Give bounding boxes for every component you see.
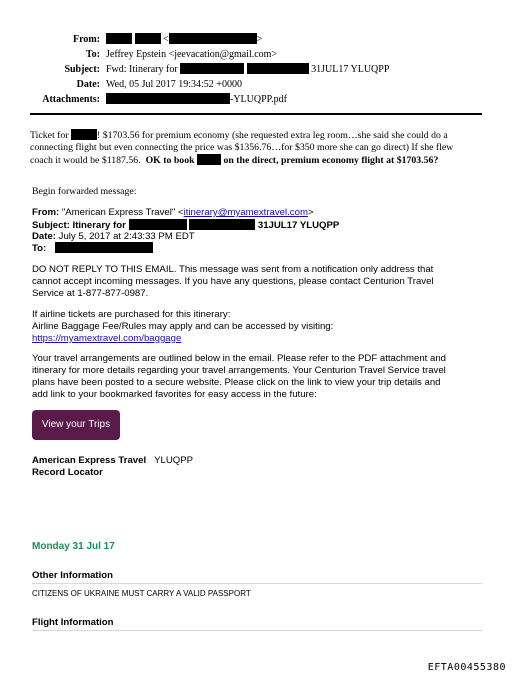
fwd-subject: Subject: Itinerary for 31JUL17 YLUQPP (32, 220, 340, 231)
fwd-date: Date: July 5, 2017 at 2:43:33 PM EDT (32, 231, 195, 242)
note-line-3: coach it would be $1187.56. OK to book on the direct, premium economy flight at $1703.56? (30, 155, 439, 166)
flight-info-heading: Flight Information (32, 617, 114, 628)
fwd-from: From: "American Express Travel" <itinerary@myamextravel.com> (32, 207, 314, 218)
itinerary-date-heading: Monday 31 Jul 17 (32, 541, 115, 552)
note (30, 129, 490, 167)
from-label: From: (72, 34, 100, 45)
to-label: To: (85, 49, 100, 60)
redaction (106, 33, 132, 44)
note-line-1: Ticket for ! $1703.56 for premium economy (she requested extra leg room…she said she could do a (30, 130, 448, 141)
view-trips-button[interactable]: View your Trips (32, 410, 120, 440)
redaction (135, 33, 161, 44)
attachment-filename[interactable]: -YLUQPP.pdf (230, 94, 287, 105)
redaction (106, 93, 230, 104)
subject-value: Fwd: Itinerary for 31JUL17 YLUQPP (106, 64, 390, 75)
section-divider (32, 583, 482, 584)
redaction (71, 129, 97, 140)
section-divider (32, 630, 482, 631)
redaction (197, 154, 221, 165)
redaction (180, 63, 244, 74)
redaction (247, 63, 309, 74)
header-divider (30, 113, 482, 115)
note-line-2: connecting flight but even connecting the price was $1356.76…for $350 more she can go direct) If she flew (30, 142, 454, 153)
subject-label: Subject: (64, 64, 100, 75)
from-value: < > (106, 33, 262, 45)
arrangements-paragraph: Your travel arrangements are outlined below in the email. Please refer to the PDF attachment and itinerary for more details regarding your travel arrangements. Your Centurion Travel Service travel plans have been posted to a secure website. Please click on the link to view your trip details and add link to your bookmarked favorites for easy access in the future: (32, 353, 447, 400)
to-value: Jeffrey Epstein <jeevacation@gmail.com> (106, 49, 278, 60)
baggage-link[interactable]: https://myamextravel.com/baggage (32, 333, 182, 344)
redaction (169, 33, 257, 44)
redaction (55, 242, 153, 253)
attachments-label: Attachments: (42, 94, 100, 105)
attachments-value (106, 93, 287, 105)
redaction (129, 219, 187, 230)
fwd-to: To: (32, 242, 153, 255)
record-locator-code: YLUQPP (154, 455, 194, 466)
other-info-heading: Other Information (32, 570, 114, 581)
date-label: Date: (76, 79, 100, 90)
forward-intro: Begin forwarded message: (32, 186, 137, 197)
baggage-paragraph: If airline tickets are purchased for this itinerary: Airline Baggage Fee/Rules may apply and can be accessed by visiting: https://myamextravel.com/baggage (32, 309, 334, 344)
record-locator: American Express Travel YLUQPP Record Locator (32, 455, 194, 478)
other-info-text: CITIZENS OF UKRAINE MUST CARRY A VALID PASSPORT (32, 589, 251, 598)
redaction (189, 219, 255, 230)
notice-paragraph: DO NOT REPLY TO THIS EMAIL. This message was sent from a notification only address that cannot accept incoming messages. If you have any questions, please contact Centurion Travel Service at 1-877-877-0987. (32, 264, 434, 299)
sender-email-link[interactable]: itinerary@myamextravel.com (183, 207, 308, 218)
date-value: Wed, 05 Jul 2017 19:34:52 +0000 (106, 79, 242, 90)
document-id: EFTA00455380 (427, 662, 506, 673)
